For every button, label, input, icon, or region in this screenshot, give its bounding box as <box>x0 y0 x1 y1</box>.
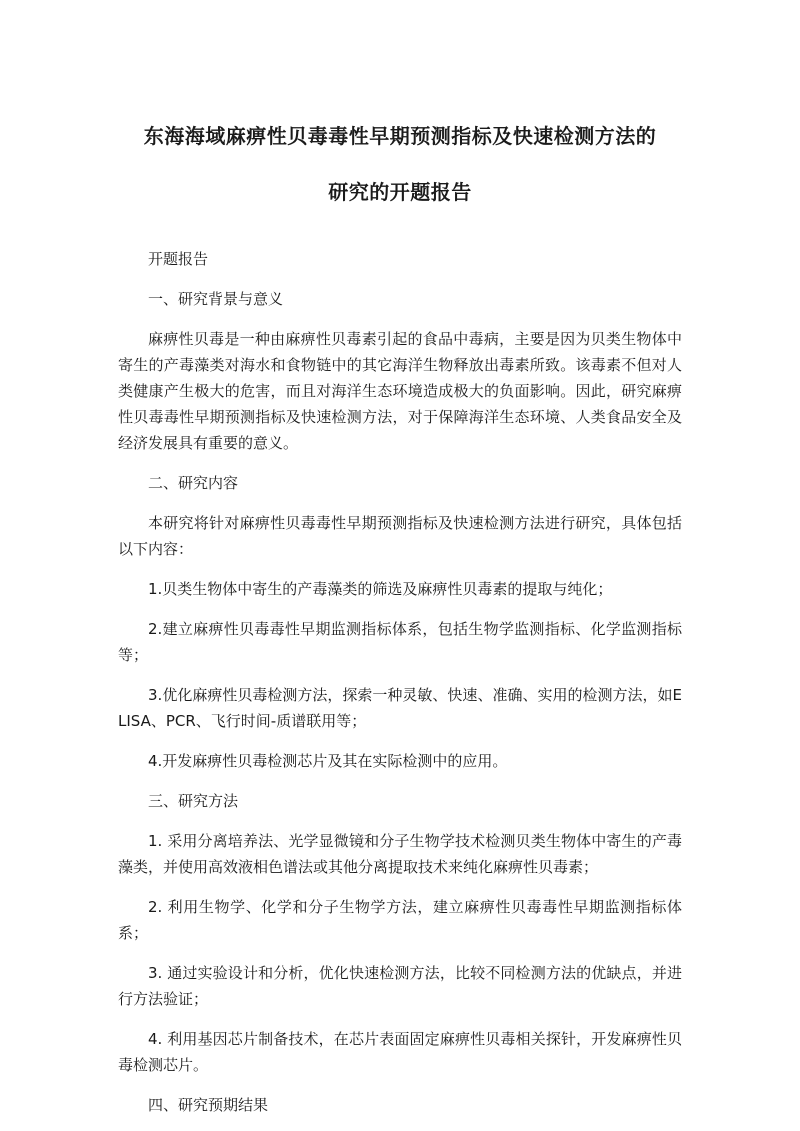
section-2-heading: 二、研究内容 <box>148 474 239 492</box>
section-3-item: 2. 利用生物学、化学和分子生物学方法，建立麻痹性贝毒毒性早期监测指标体系； <box>118 898 682 942</box>
section-4-heading: 四、研究预期结果 <box>148 1096 269 1114</box>
title-line-2: 研究的开题报告 <box>328 180 472 204</box>
section-2-item: 2.建立麻痹性贝毒毒性早期监测指标体系，包括生物学监测指标、化学监测指标等； <box>118 620 682 664</box>
title-line-1: 东海海域麻痹性贝毒毒性早期预测指标及快速检测方法的 <box>143 124 657 148</box>
section-3-item: 3. 通过实验设计和分析，优化快速检测方法，比较不同检测方法的优缺点，并进行方法验证； <box>118 964 682 1008</box>
section-2-item: 1.贝类生物体中寄生的产毒藻类的筛选及麻痹性贝毒素的提取与纯化； <box>148 580 613 598</box>
section-2-item: 3.优化麻痹性贝毒检测方法，探索一种灵敏、快速、准确、实用的检测方法，如ELISA、PCR、飞行时间-质谱联用等； <box>118 686 682 730</box>
section-2-item: 4.开发麻痹性贝毒检测芯片及其在实际检测中的应用。 <box>148 752 508 770</box>
section-1-paragraph: 麻痹性贝毒是一种由麻痹性贝毒素引起的食品中毒病，主要是因为贝类生物体中寄生的产毒藻类对海水和食物链中的其它海洋生物释放出毒素所致。该毒素不但对人类健康产生极大的危害，而且对海洋生态环境造成极大的负面影响。因此，研究麻痹性贝毒毒性早期预测指标及快速检测方法，对于保障海洋生态环境、人类食品安全及经济发展具有重要的意义。 <box>118 330 682 452</box>
document-title <box>118 108 682 220</box>
section-1-heading: 一、研究背景与意义 <box>148 290 284 308</box>
report-label: 开题报告 <box>148 250 209 268</box>
section-2-intro: 本研究将针对麻痹性贝毒毒性早期预测指标及快速检测方法进行研究，具体包括以下内容： <box>118 514 682 558</box>
section-3-item: 1. 采用分离培养法、光学显微镜和分子生物学技术检测贝类生物体中寄生的产毒藻类，并使用高效液相色谱法或其他分离提取技术来纯化麻痹性贝毒素； <box>118 832 682 876</box>
section-3-heading: 三、研究方法 <box>148 792 239 810</box>
section-3-item: 4. 利用基因芯片制备技术，在芯片表面固定麻痹性贝毒相关探针，开发麻痹性贝毒检测芯片。 <box>118 1030 682 1074</box>
